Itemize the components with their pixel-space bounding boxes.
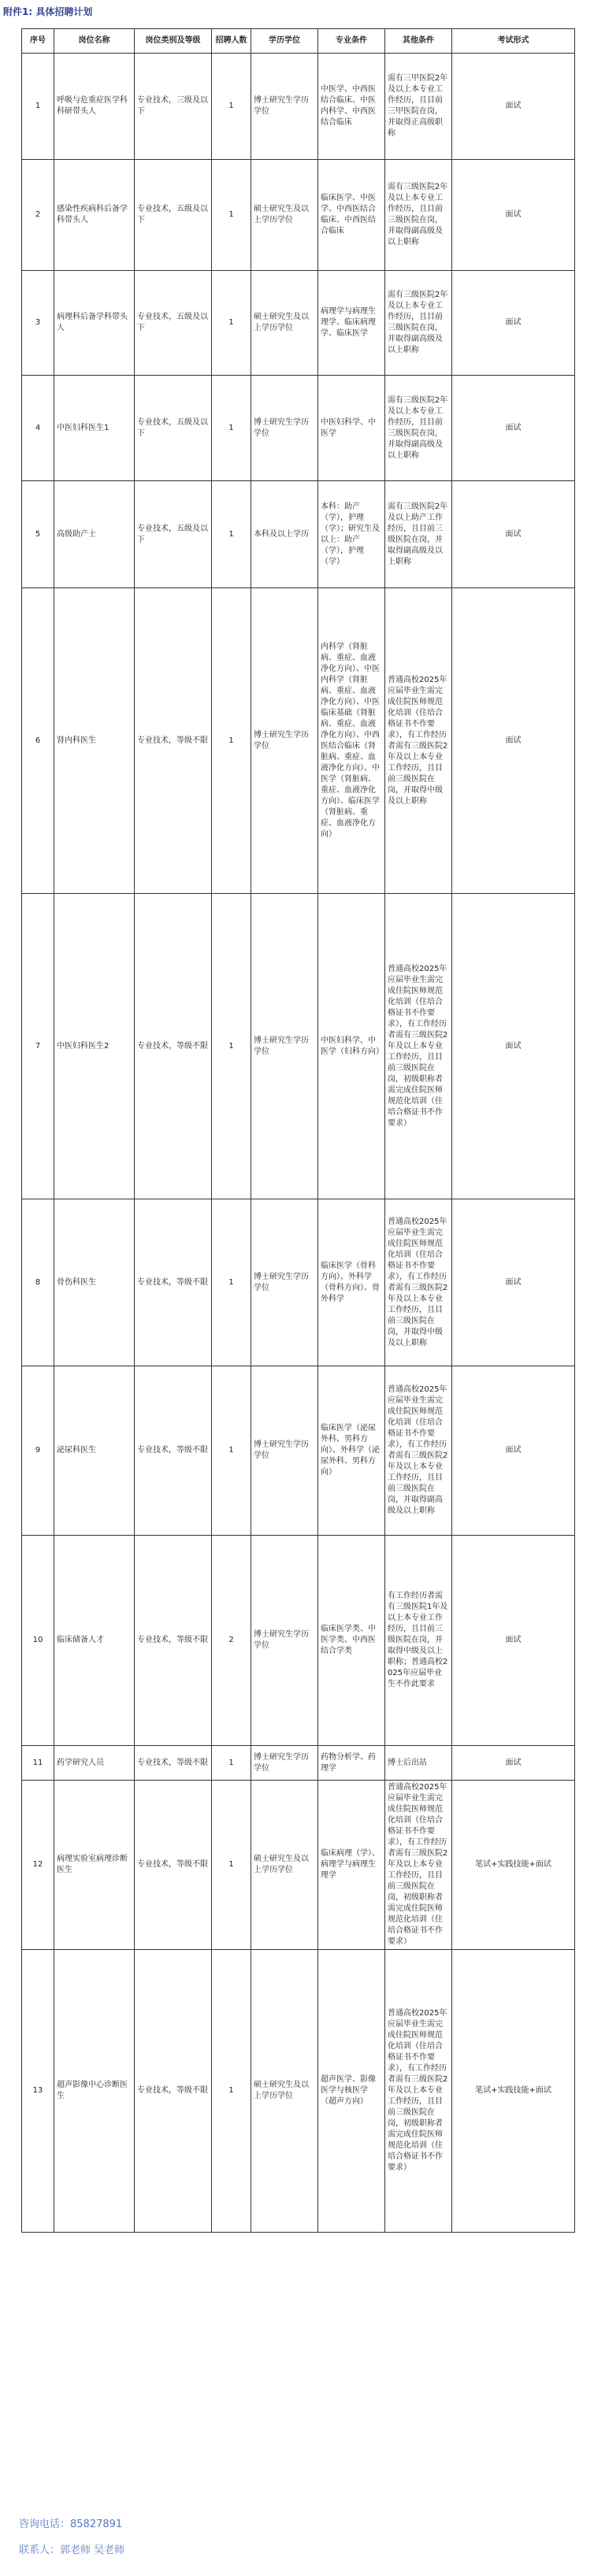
cell-category: 专业技术，等级不限 bbox=[135, 1950, 212, 2233]
cell-no: 6 bbox=[22, 588, 54, 894]
cell-other: 需有三级医院2年及以上助产工作经历，且目前三级医院在岗，并取得副高级及以上职称 bbox=[385, 481, 452, 588]
cell-major: 中医学、中西医结合临床、中医内科学、中西医结合临床 bbox=[318, 54, 385, 160]
cell-name: 感染性疾病科后备学科带头人 bbox=[54, 160, 135, 271]
cell-major: 药物分析学、药理学 bbox=[318, 1746, 385, 1781]
cell-count: 1 bbox=[212, 894, 251, 1199]
cell-major: 临床医学（骨科方向）、外科学（骨科方向）、骨外科学 bbox=[318, 1199, 385, 1366]
cell-name: 中医妇科医生1 bbox=[54, 376, 135, 481]
header-other: 其他条件 bbox=[385, 29, 452, 54]
table-row bbox=[22, 271, 575, 376]
cell-category: 专业技术，五级及以下 bbox=[135, 481, 212, 588]
cell-no: 2 bbox=[22, 160, 54, 271]
cell-exam: 面试 bbox=[452, 376, 575, 481]
cell-major: 本科：助产（学），护理（学）；研究生及以上：助产（学），护理（学） bbox=[318, 481, 385, 588]
cell-no: 13 bbox=[22, 1950, 54, 2233]
cell-no: 11 bbox=[22, 1746, 54, 1781]
cell-no: 5 bbox=[22, 481, 54, 588]
cell-major: 临床医学类、中医学类、中西医结合学类 bbox=[318, 1536, 385, 1746]
cell-major: 内科学（肾脏病、重症、血液净化方向）、中医内科学（肾脏病、重症、血液净化方向）、中医临床基础（肾脏病、重症、血液净化方向）、中西医结合临床（肾脏病、重症、血液净化方向）、中医学（肾脏病、重症、血液净化方向）、临床医学（肾脏病、重症、血液净化方向） bbox=[318, 588, 385, 894]
table-row bbox=[22, 1781, 575, 1950]
header-name: 岗位名称 bbox=[54, 29, 135, 54]
cell-count: 1 bbox=[212, 271, 251, 376]
cell-other: 普通高校2025年应届毕业生需完成住院医师规范化培训（住培合格证书不作要求），有工作经历者需有三级医院2年及以上本专业工作经历，且目前三级医院在岗，并取得中级及以上职称 bbox=[385, 588, 452, 894]
cell-count: 1 bbox=[212, 1199, 251, 1366]
cell-exam: 面试 bbox=[452, 271, 575, 376]
cell-name: 临床储备人才 bbox=[54, 1536, 135, 1746]
table-row bbox=[22, 1950, 575, 2233]
cell-no: 4 bbox=[22, 376, 54, 481]
cell-major: 临床医学、中医学、中西医结合临床、中西医结合临床 bbox=[318, 160, 385, 271]
header-major: 专业条件 bbox=[318, 29, 385, 54]
cell-edu: 博士研究生学历学位 bbox=[251, 376, 318, 481]
cell-exam: 笔试+实践技能+面试 bbox=[452, 1781, 575, 1950]
cell-exam: 面试 bbox=[452, 894, 575, 1199]
table-row bbox=[22, 54, 575, 160]
cell-name: 呼吸与危重症医学科科研带头人 bbox=[54, 54, 135, 160]
cell-exam: 笔试+实践技能+面试 bbox=[452, 1950, 575, 2233]
footer-phone bbox=[19, 2515, 122, 2530]
footer-contact bbox=[19, 2541, 124, 2556]
cell-other: 需有三级医院2年及以上本专业工作经历，且目前三级医院在岗，并取得副高级及以上职称 bbox=[385, 160, 452, 271]
cell-other: 普通高校2025年应届毕业生需完成住院医师规范化培训（住培合格证书不作要求），有工作经历者需有三级医院2年及以上本专业工作经历，且目前三级医院在岗，初级职称者需完成住院医师规范化培训（住培合格证书不作要求） bbox=[385, 1950, 452, 2233]
recruitment-table bbox=[21, 28, 575, 2233]
cell-other: 普通高校2025年应届毕业生需完成住院医师规范化培训（住培合格证书不作要求），有工作经历者需有三级医院2年及以上本专业工作经历，且目前三级医院在岗，并取得副高级及以上职称 bbox=[385, 1366, 452, 1536]
table-row bbox=[22, 894, 575, 1199]
cell-other: 需有三级医院2年及以上本专业工作经历，且目前三级医院在岗，并取得副高级及以上职称 bbox=[385, 271, 452, 376]
cell-name: 超声影像中心诊断医生 bbox=[54, 1950, 135, 2233]
cell-exam: 面试 bbox=[452, 588, 575, 894]
cell-edu: 硕士研究生及以上学历学位 bbox=[251, 1950, 318, 2233]
page-title: 附件1: 具体招聘计划 bbox=[3, 6, 93, 17]
cell-major: 临床病理（学）、病理学与病理生理学 bbox=[318, 1781, 385, 1950]
cell-edu: 博士研究生学历学位 bbox=[251, 1366, 318, 1536]
cell-category: 专业技术，等级不限 bbox=[135, 1366, 212, 1536]
cell-count: 1 bbox=[212, 1781, 251, 1950]
cell-count: 1 bbox=[212, 376, 251, 481]
table-header-row bbox=[22, 29, 575, 54]
header-category: 岗位类别及等级 bbox=[135, 29, 212, 54]
cell-edu: 博士研究生学历学位 bbox=[251, 1536, 318, 1746]
table-row bbox=[22, 481, 575, 588]
cell-major: 中医妇科学、中医学 bbox=[318, 376, 385, 481]
cell-other: 需有三级医院2年及以上本专业工作经历，且目前三级医院在岗，并取得副高级及以上职称 bbox=[385, 376, 452, 481]
cell-category: 专业技术，等级不限 bbox=[135, 1536, 212, 1746]
cell-edu: 本科及以上学历 bbox=[251, 481, 318, 588]
phone-label: 咨询电话： bbox=[19, 2519, 71, 2530]
cell-no: 1 bbox=[22, 54, 54, 160]
cell-category: 专业技术，五级及以下 bbox=[135, 376, 212, 481]
cell-name: 高级助产士 bbox=[54, 481, 135, 588]
phone-value: 85827891 bbox=[70, 2519, 123, 2530]
cell-edu: 硕士研究生及以上学历学位 bbox=[251, 271, 318, 376]
cell-edu: 博士研究生学历学位 bbox=[251, 894, 318, 1199]
cell-name: 病理实验室病理诊断医生 bbox=[54, 1781, 135, 1950]
table-row bbox=[22, 160, 575, 271]
cell-other: 需有三甲医院2年及以上本专业工作经历，且目前三甲医院在岗，并取得正高级职称 bbox=[385, 54, 452, 160]
cell-name: 病理科后备学科带头人 bbox=[54, 271, 135, 376]
cell-category: 专业技术，等级不限 bbox=[135, 1781, 212, 1950]
cell-exam: 面试 bbox=[452, 481, 575, 588]
cell-edu: 硕士研究生及以上学历学位 bbox=[251, 1781, 318, 1950]
cell-name: 中医妇科医生2 bbox=[54, 894, 135, 1199]
contact-label: 联系人： bbox=[19, 2544, 61, 2556]
cell-count: 2 bbox=[212, 1536, 251, 1746]
table-row bbox=[22, 1366, 575, 1536]
cell-count: 1 bbox=[212, 481, 251, 588]
cell-count: 1 bbox=[212, 588, 251, 894]
cell-count: 1 bbox=[212, 1366, 251, 1536]
table-row bbox=[22, 1199, 575, 1366]
cell-name: 骨伤科医生 bbox=[54, 1199, 135, 1366]
cell-no: 7 bbox=[22, 894, 54, 1199]
cell-edu: 硕士研究生及以上学历学位 bbox=[251, 160, 318, 271]
cell-no: 3 bbox=[22, 271, 54, 376]
cell-major: 临床医学（泌尿外科、男科方向）、外科学（泌尿外科、男科方向） bbox=[318, 1366, 385, 1536]
cell-edu: 博士研究生学历学位 bbox=[251, 54, 318, 160]
table-row bbox=[22, 588, 575, 894]
cell-exam: 面试 bbox=[452, 54, 575, 160]
cell-edu: 博士研究生学历学位 bbox=[251, 1199, 318, 1366]
cell-exam: 面试 bbox=[452, 1199, 575, 1366]
cell-category: 专业技术，五级及以下 bbox=[135, 271, 212, 376]
cell-count: 1 bbox=[212, 54, 251, 160]
cell-exam: 面试 bbox=[452, 1536, 575, 1746]
cell-count: 1 bbox=[212, 1746, 251, 1781]
cell-category: 专业技术，等级不限 bbox=[135, 588, 212, 894]
header-edu: 学历学位 bbox=[251, 29, 318, 54]
cell-edu: 博士研究生学历学位 bbox=[251, 588, 318, 894]
cell-name: 泌尿科医生 bbox=[54, 1366, 135, 1536]
cell-major: 病理学与病理生理学、临床病理学、临床医学 bbox=[318, 271, 385, 376]
cell-category: 专业技术，三级及以下 bbox=[135, 54, 212, 160]
table-row bbox=[22, 1536, 575, 1746]
cell-exam: 面试 bbox=[452, 1746, 575, 1781]
cell-other: 普通高校2025年应届毕业生需完成住院医师规范化培训（住培合格证书不作要求），有工作经历者需有三级医院2年及以上本专业工作经历，且目前三级医院在岗，并取得中级及以上职称 bbox=[385, 1199, 452, 1366]
cell-no: 8 bbox=[22, 1199, 54, 1366]
cell-count: 1 bbox=[212, 1950, 251, 2233]
cell-category: 专业技术，等级不限 bbox=[135, 1746, 212, 1781]
header-no: 序号 bbox=[22, 29, 54, 54]
table-row bbox=[22, 376, 575, 481]
cell-no: 10 bbox=[22, 1536, 54, 1746]
cell-no: 12 bbox=[22, 1781, 54, 1950]
cell-name: 肾内科医生 bbox=[54, 588, 135, 894]
header-exam: 考试形式 bbox=[452, 29, 575, 54]
cell-category: 专业技术，等级不限 bbox=[135, 1199, 212, 1366]
cell-major: 中医妇科学、中医学（妇科方向） bbox=[318, 894, 385, 1199]
header-count: 招聘人数 bbox=[212, 29, 251, 54]
cell-count: 1 bbox=[212, 160, 251, 271]
cell-exam: 面试 bbox=[452, 160, 575, 271]
cell-edu: 博士研究生学历学位 bbox=[251, 1746, 318, 1781]
cell-other: 普通高校2025年应届毕业生需完成住院医师规范化培训（住培合格证书不作要求），有工作经历者需有三级医院2年及以上本专业工作经历，且目前三级医院在岗，初级职称者需完成住院医师规范化培训（住培合格证书不作要求） bbox=[385, 1781, 452, 1950]
cell-category: 专业技术，等级不限 bbox=[135, 894, 212, 1199]
cell-major: 超声医学、影像医学与核医学（超声方向） bbox=[318, 1950, 385, 2233]
cell-exam: 面试 bbox=[452, 1366, 575, 1536]
table-row bbox=[22, 1746, 575, 1781]
cell-other: 有工作经历者需有三级医院1年及以上本专业工作经历，且目前三级医院在岗，并取得中级及以上职称；普通高校2025年应届毕业生不作此要求 bbox=[385, 1536, 452, 1746]
cell-other: 博士后出站 bbox=[385, 1746, 452, 1781]
cell-category: 专业技术，五级及以下 bbox=[135, 160, 212, 271]
contact-value: 郭老师 吴老师 bbox=[60, 2544, 125, 2556]
cell-no: 9 bbox=[22, 1366, 54, 1536]
cell-name: 药学研究人员 bbox=[54, 1746, 135, 1781]
cell-other: 普通高校2025年应届毕业生需完成住院医师规范化培训（住培合格证书不作要求），有工作经历者需有三级医院2年及以上本专业工作经历，且目前三级医院在岗，初级职称者需完成住院医师规范化培训（住培合格证书不作要求） bbox=[385, 894, 452, 1199]
